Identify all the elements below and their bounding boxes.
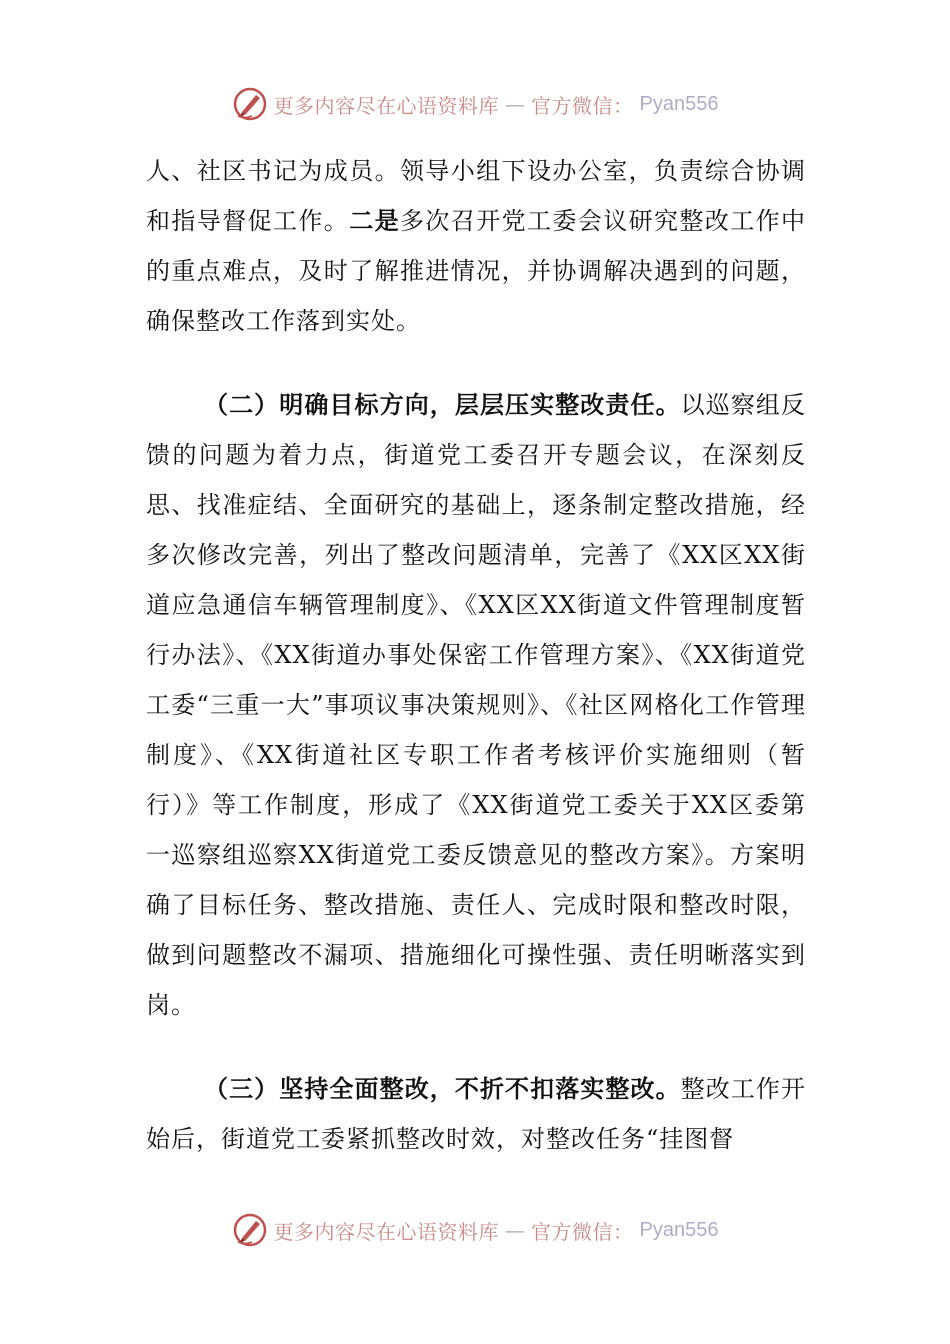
pen-logo-icon: [232, 86, 268, 122]
paragraph-3-text: 整改工作开始后，街道党工委紧抓整改时效，对整改任务“挂图督: [146, 1075, 807, 1153]
pen-logo-icon: [232, 1212, 268, 1248]
paragraph-1-text-before: 人、社区书记为成员。领导小组下设办公室，负责综合协调和指导督促工作。: [146, 157, 806, 235]
banner-label: 官方微信：: [531, 93, 634, 118]
document-body: [146, 146, 806, 1164]
footer-slogan: 更多内容尽在心语资料库: [273, 1219, 500, 1244]
paragraph-1-text-after: 多次召开党工委会议研究整改工作中的重点难点，及时了解推进情况，并协调解决遇到的问题，确保整改工作落到实处。: [146, 207, 807, 335]
banner-dash: —: [505, 92, 526, 116]
footer-banner: [0, 1210, 950, 1250]
paragraph-3: [146, 1064, 806, 1164]
paragraph-3-heading: （三）坚持全面整改，不折不扣落实整改。: [204, 1074, 681, 1103]
header-banner: [0, 84, 950, 124]
footer-wechat-id: Pyan556: [639, 1218, 719, 1241]
banner-wechat-id: Pyan556: [639, 92, 719, 115]
footer-dash: —: [505, 1218, 526, 1242]
paragraph-1-bold: 二是: [349, 206, 401, 235]
footer-label: 官方微信：: [531, 1219, 634, 1244]
paragraph-2-heading: （二）明确目标方向，层层压实整改责任。: [204, 390, 681, 419]
banner-slogan: 更多内容尽在心语资料库: [273, 93, 500, 118]
paragraph-2: [146, 380, 806, 1030]
paragraph-2-text: 以巡察组反馈的问题为着力点，街道党工委召开专题会议，在深刻反思、找准症结、全面研究的基础上，逐条制定整改措施，经多次修改完善，列出了整改问题清单，完善了《XX区XX街道应急通信车辆管理制度》、《XX区XX街道文件管理制度暂行办法》、《XX街道办事处保密工作管理方案》、《XX街道党工委“三重一大”事项议事决策规则》、《社区网格化工作管理制度》、《XX街道社区专职工作者考核评价实施细则（暂行）》等工作制度，形成了《XX街道党工委关于XX区委第一巡察组巡察XX街道党工委反馈意见的整改方案》。方案明确了目标任务、整改措施、责任人、完成时限和整改时限，做到问题整改不漏项、措施细化可操性强、责任明晰落实到岗。: [146, 391, 807, 1019]
paragraph-1: [146, 146, 806, 346]
